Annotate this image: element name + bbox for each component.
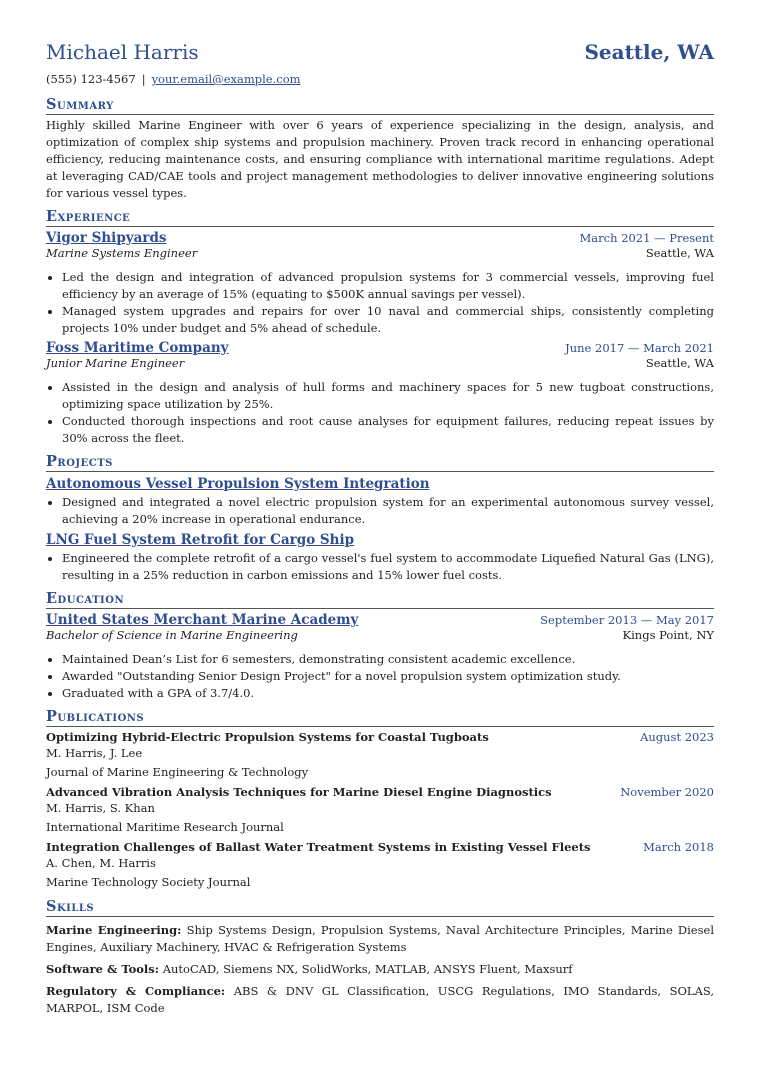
- skill-category: Regulatory & Compliance:: [46, 984, 226, 998]
- degree: Bachelor of Science in Marine Engineering: [46, 628, 298, 642]
- section-title-skills: Skills: [46, 898, 714, 917]
- list-item: • Designed and integrated a novel electric propulsion system for an experimental autonomous survey vessel, achieving a 20% increase in operational endurance.: [62, 494, 714, 528]
- phone: (555) 123-4567: [46, 72, 136, 86]
- employment-dates: June 2017 — March 2021: [565, 341, 714, 355]
- publication-title: Integration Challenges of Ballast Water Treatment Systems in Existing Vessel Fleets: [46, 840, 591, 854]
- list-item: • Assisted in the design and analysis of hull forms and machinery spaces for 5 new tugboat constructions, optimizing space utilization by 25%.: [62, 379, 714, 413]
- publication-authors: M. Harris, J. Lee: [46, 746, 143, 760]
- school-location: Kings Point, NY: [622, 628, 714, 642]
- list-item: • Led the design and integration of advanced propulsion systems for 3 commercial vessels, improving fuel efficiency by an average of 15% (equating to $500K annual savings per vessel).: [62, 269, 714, 303]
- experience-entry: [46, 230, 714, 337]
- job-location: Seattle, WA: [645, 356, 714, 370]
- skill-items: ABS & DNV GL Classification, USCG Regulations, IMO Standards, SOLAS, MARPOL, ISM Code: [46, 984, 715, 1015]
- contact-line: [46, 72, 714, 90]
- bullet-list: [46, 651, 714, 702]
- publication-venue: International Maritime Research Journal: [46, 820, 284, 834]
- list-item: • Conducted thorough inspections and root cause analyses for equipment failures, reducing repeat issues by 30% across the fleet.: [62, 413, 714, 447]
- email-link[interactable]: your.email@example.com: [151, 72, 301, 86]
- publication-entry: [46, 785, 714, 837]
- list-item: • Managed system upgrades and repairs for over 10 naval and commercial ships, consistently completing projects 10% under budget and 5% ahead of schedule.: [62, 303, 714, 337]
- job-title: Junior Marine Engineer: [46, 356, 185, 370]
- job-title: Marine Systems Engineer: [46, 246, 198, 260]
- section-title-education: Education: [46, 590, 714, 609]
- publication-entry: [46, 840, 714, 892]
- publication-title: Optimizing Hybrid-Electric Propulsion Systems for Coastal Tugboats: [46, 730, 489, 744]
- section-title-experience: Experience: [46, 208, 714, 227]
- publication-date: March 2018: [643, 840, 714, 854]
- contact-separator: |: [141, 72, 146, 86]
- education-dates: September 2013 — May 2017: [540, 613, 714, 627]
- project-title-link[interactable]: Autonomous Vessel Propulsion System Integration: [46, 476, 430, 492]
- school-link[interactable]: United States Merchant Marine Academy: [46, 612, 359, 628]
- section-title-publications: Publications: [46, 708, 714, 727]
- skill-category: Marine Engineering:: [46, 923, 182, 937]
- candidate-name: Michael Harris: [46, 40, 199, 64]
- publication-date: November 2020: [620, 785, 714, 799]
- employment-dates: March 2021 — Present: [579, 231, 714, 245]
- project-entry: [46, 476, 714, 528]
- publication-entry: [46, 730, 714, 782]
- publication-authors: A. Chen, M. Harris: [46, 856, 156, 870]
- header: [46, 40, 714, 70]
- candidate-location: Seattle, WA: [584, 40, 714, 64]
- employer-link[interactable]: Vigor Shipyards: [46, 230, 167, 246]
- list-item: • Graduated with a GPA of 3.7/4.0.: [62, 685, 714, 702]
- publication-date: August 2023: [640, 730, 714, 744]
- publication-title: Advanced Vibration Analysis Techniques for Marine Diesel Engine Diagnostics: [46, 785, 552, 799]
- skill-line: [46, 983, 714, 1017]
- skill-line: [46, 922, 714, 956]
- skill-line: [46, 961, 714, 978]
- skill-items: Ship Systems Design, Propulsion Systems, Naval Architecture Principles, Marine Diesel Engines, Auxiliary Machinery, HVAC & Refrigeration Systems: [46, 923, 714, 954]
- publication-venue: Marine Technology Society Journal: [46, 875, 251, 889]
- summary-text: Highly skilled Marine Engineer with over 6 years of experience specializing in the design, analysis, and optimization of complex ship systems and propulsion machinery. Proven track record in enhancing operational efficiency, reducing maintenance costs, and ensuring compliance with international maritime regulations. Adept at leveraging CAD/CAE tools and project management methodologies to deliver innovative engineering solutions for various vessel types.: [46, 118, 714, 200]
- bullet-list: [46, 379, 714, 447]
- bullet-list: [46, 269, 714, 337]
- list-item: • Maintained Dean’s List for 6 semesters, demonstrating consistent academic excellence.: [62, 651, 714, 668]
- skill-category: Software & Tools:: [46, 962, 160, 976]
- publication-authors: M. Harris, S. Khan: [46, 801, 155, 815]
- section-title-projects: Projects: [46, 453, 714, 472]
- list-item: • Awarded "Outstanding Senior Design Project" for a novel propulsion system optimization study.: [62, 668, 714, 685]
- section-title-summary: Summary: [46, 96, 714, 115]
- job-location: Seattle, WA: [645, 246, 714, 260]
- list-item: • Engineered the complete retrofit of a cargo vessel's fuel system to accommodate Liquefied Natural Gas (LNG), resulting in a 25% reduction in carbon emissions and 15% lower fuel costs.: [62, 550, 714, 584]
- project-entry: [46, 532, 714, 584]
- experience-entry: [46, 340, 714, 447]
- skill-items: AutoCAD, Siemens NX, SolidWorks, MATLAB, ANSYS Fluent, Maxsurf: [162, 962, 573, 976]
- publication-venue: Journal of Marine Engineering & Technology: [46, 765, 309, 779]
- employer-link[interactable]: Foss Maritime Company: [46, 340, 229, 356]
- education-entry: [46, 612, 714, 702]
- project-title-link[interactable]: LNG Fuel System Retrofit for Cargo Ship: [46, 532, 355, 548]
